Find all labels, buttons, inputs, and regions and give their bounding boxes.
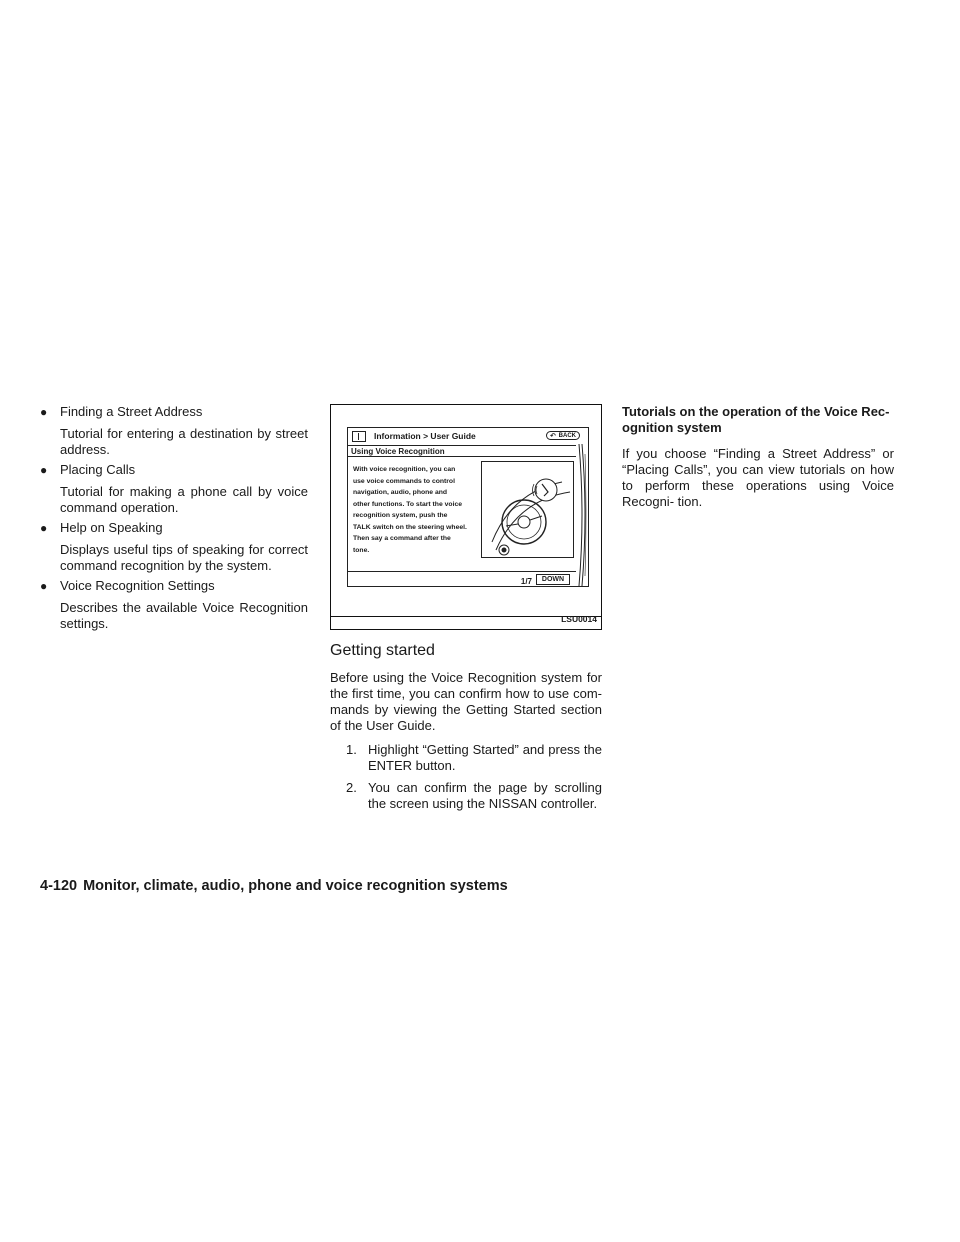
- screen-body-line: use voice commands to control: [353, 477, 455, 485]
- steering-wheel-illustration: [481, 461, 574, 558]
- page-indicator: 1/7: [520, 577, 532, 586]
- screen-header: [348, 428, 588, 444]
- list-item: [330, 742, 602, 774]
- bullet-list: [40, 404, 308, 636]
- book-icon: [352, 431, 366, 442]
- screen-body-line: tone.: [353, 546, 370, 554]
- steering-wheel-icon: [482, 462, 573, 557]
- screen-body-line: TALK switch on the steering wheel.: [353, 523, 467, 531]
- screen-header-title: Information > User Guide: [374, 431, 476, 441]
- list-item: [40, 578, 308, 632]
- scroll-bar: [577, 444, 588, 586]
- screen-body-line: recognition system, push the: [353, 512, 448, 519]
- down-button: DOWN: [536, 574, 570, 585]
- item-description: Tutorial for entering a destination by street address.: [60, 426, 308, 457]
- body-paragraph: If you choose “Finding a Street Address” or “Placing Calls”, you can view tutorials on how to perform these operations using Voice Recogni- tion.: [622, 446, 894, 509]
- list-item: [40, 462, 308, 516]
- item-description: Displays useful tips of speaking for correct command recognition by the system.: [60, 542, 308, 573]
- back-arrow-icon: ↶: [550, 433, 556, 440]
- screen-body-line: other functions. To start the voice: [353, 500, 463, 508]
- screen-figure: [330, 404, 602, 630]
- screen-subtitle: Using Voice Recognition: [348, 445, 576, 457]
- item-title: Finding a Street Address: [60, 404, 203, 419]
- step-number: 2.: [346, 780, 357, 795]
- step-text: You can confirm the page by scrolling the screen using the NISSAN controller.: [368, 780, 602, 811]
- step-number: 1.: [346, 742, 357, 757]
- bullet-icon: ●: [40, 463, 48, 477]
- screen-body-line: navigation, audio, phone and: [353, 489, 448, 496]
- right-column: [622, 404, 894, 518]
- back-button: [546, 431, 580, 440]
- middle-column: [330, 404, 602, 818]
- screen-body-line: Then say a command after the: [353, 535, 451, 542]
- section-heading: Getting started: [330, 642, 435, 659]
- page-number: 4-120: [40, 878, 78, 894]
- step-text: Highlight “Getting Started” and press the ENTER button.: [368, 742, 602, 773]
- subsection-heading: Tutorials on the operation of the Voice Rec- ognition system: [622, 404, 890, 435]
- screen-footer: [348, 571, 576, 586]
- screen-body-line: With voice recognition, you can: [353, 466, 456, 473]
- bullet-icon: ●: [40, 405, 48, 419]
- page-footer: [40, 878, 508, 894]
- bullet-icon: ●: [40, 579, 48, 593]
- item-title: Help on Speaking: [60, 520, 163, 535]
- display-screen: [347, 427, 589, 587]
- item-title: Placing Calls: [60, 462, 136, 477]
- item-description: Describes the available Voice Recognition settings.: [60, 600, 308, 631]
- list-item: [40, 404, 308, 458]
- intro-paragraph: Before using the Voice Recognition system for the first time, you can confirm how to use com- mands by viewing the Getting Started section of the User Guide.: [330, 670, 602, 733]
- item-description: Tutorial for making a phone call by voice command operation.: [60, 484, 308, 515]
- item-title: Voice Recognition Settings: [60, 578, 215, 593]
- figure-code: LSU0014: [561, 614, 597, 624]
- screen-body-text: [353, 464, 478, 556]
- bullet-icon: ●: [40, 521, 48, 535]
- back-label: BACK: [558, 433, 576, 439]
- list-item: [330, 780, 602, 812]
- list-item: [40, 520, 308, 574]
- chapter-title: Monitor, climate, audio, phone and voice recognition systems: [83, 878, 508, 894]
